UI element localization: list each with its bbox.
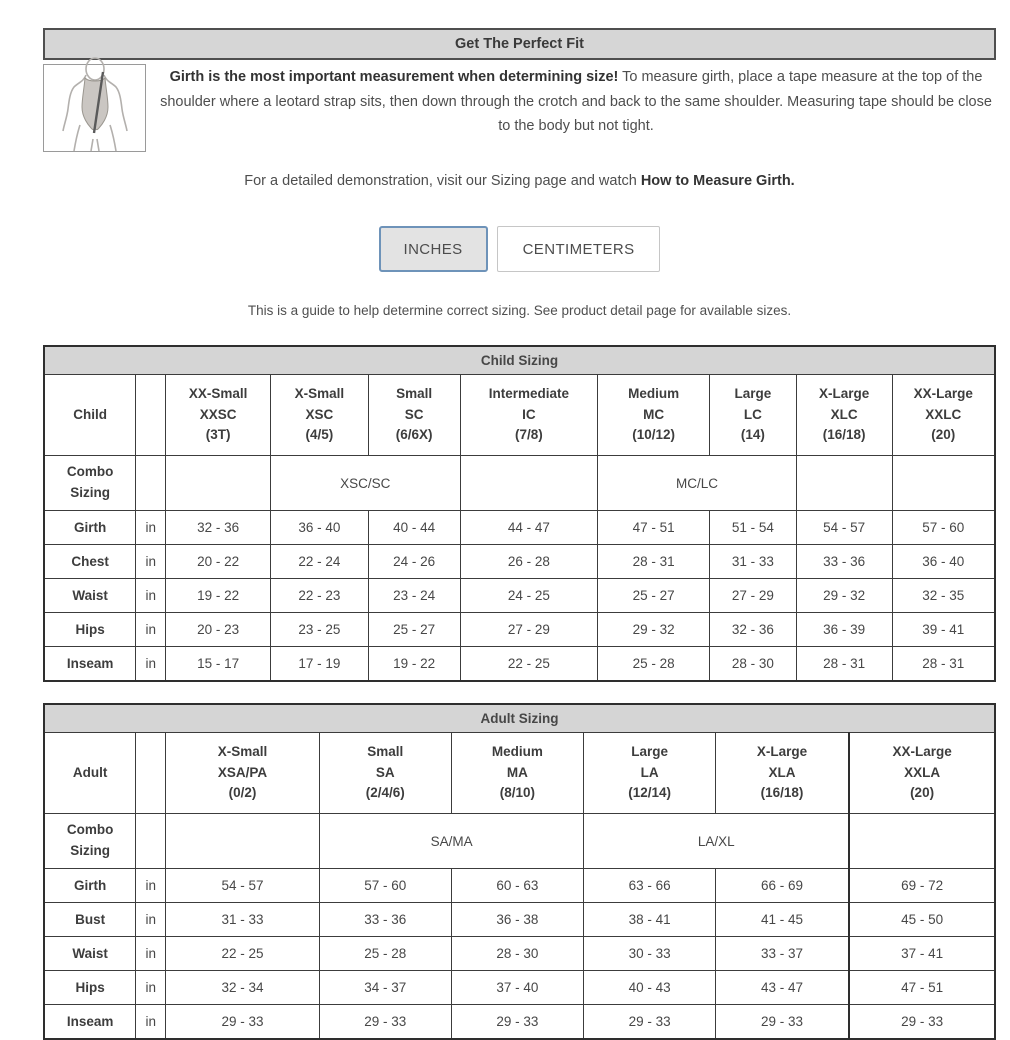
adult-row-label: Waist <box>44 937 136 971</box>
adult-combo-cell <box>166 814 320 869</box>
adult-corner-label: Adult <box>44 733 136 814</box>
adult-value-cell: 57 - 60 <box>319 869 451 903</box>
child-value-cell: 32 - 36 <box>166 511 271 545</box>
child-value-cell: 57 - 60 <box>892 511 995 545</box>
adult-combo-unit-cell <box>136 814 166 869</box>
child-sizing-title: Child Sizing <box>44 346 995 375</box>
demo-line <box>43 173 996 189</box>
child-row-unit: in <box>136 579 166 613</box>
adult-row-label: Bust <box>44 903 136 937</box>
adult-value-cell: 54 - 57 <box>166 869 320 903</box>
child-value-cell: 36 - 39 <box>796 613 892 647</box>
adult-value-cell: 31 - 33 <box>166 903 320 937</box>
child-combo-cell: XSC/SC <box>271 456 461 511</box>
adult-value-cell: 63 - 66 <box>584 869 716 903</box>
child-value-cell: 25 - 28 <box>598 647 710 682</box>
adult-value-cell: 29 - 33 <box>319 1005 451 1040</box>
adult-combo-cell: LA/XL <box>584 814 849 869</box>
adult-size-column-header: X-Large XLA (16/18) <box>715 733 849 814</box>
child-value-cell: 22 - 25 <box>460 647 598 682</box>
child-row-label: Waist <box>44 579 136 613</box>
page-title: Get The Perfect Fit <box>43 28 996 60</box>
child-value-cell: 25 - 27 <box>368 613 460 647</box>
child-value-cell: 23 - 25 <box>271 613 369 647</box>
girth-intro-bold: Girth is the most important measurement when determining size! <box>169 69 619 85</box>
child-size-column-header: Large LC (14) <box>709 375 796 456</box>
child-value-cell: 32 - 36 <box>709 613 796 647</box>
child-row-label: Inseam <box>44 647 136 682</box>
child-value-cell: 22 - 23 <box>271 579 369 613</box>
child-row-unit: in <box>136 647 166 682</box>
centimeters-button[interactable]: CENTIMETERS <box>497 226 661 272</box>
adult-value-cell: 30 - 33 <box>584 937 716 971</box>
child-value-cell: 29 - 32 <box>796 579 892 613</box>
child-value-cell: 51 - 54 <box>709 511 796 545</box>
adult-value-cell: 33 - 36 <box>319 903 451 937</box>
adult-value-cell: 37 - 40 <box>451 971 584 1005</box>
adult-value-cell: 22 - 25 <box>166 937 320 971</box>
adult-value-cell: 37 - 41 <box>849 937 995 971</box>
child-size-column-header: X-Small XSC (4/5) <box>271 375 369 456</box>
girth-intro-rest: To measure girth, place a tape measure at the top of the shoulder where a leotard strap sits, then down through the crotch and back to the same shoulder. Measuring tape should be close to the body but not tight. <box>160 69 992 135</box>
child-value-cell: 23 - 24 <box>368 579 460 613</box>
child-size-column-header: Intermediate IC (7/8) <box>460 375 598 456</box>
adult-value-cell: 40 - 43 <box>584 971 716 1005</box>
child-row-label: Hips <box>44 613 136 647</box>
leotard-figure-icon <box>44 65 145 151</box>
adult-value-cell: 29 - 33 <box>715 1005 849 1040</box>
unit-toggle <box>43 226 996 272</box>
child-combo-unit-cell <box>136 456 166 511</box>
child-size-column-header: XX-Large XXLC (20) <box>892 375 995 456</box>
adult-value-cell: 29 - 33 <box>451 1005 584 1040</box>
adult-sizing-table <box>43 703 996 1040</box>
adult-row-unit: in <box>136 903 166 937</box>
adult-value-cell: 38 - 41 <box>584 903 716 937</box>
adult-row-unit: in <box>136 1005 166 1040</box>
adult-value-cell: 60 - 63 <box>451 869 584 903</box>
adult-size-column-header: Medium MA (8/10) <box>451 733 584 814</box>
adult-value-cell: 66 - 69 <box>715 869 849 903</box>
sizing-guide-note: This is a guide to help determine correct sizing. See product detail page for available sizes. <box>247 303 792 318</box>
adult-combo-cell <box>849 814 995 869</box>
girth-intro-section <box>43 63 996 152</box>
adult-value-cell: 29 - 33 <box>166 1005 320 1040</box>
girth-measurement-illustration <box>43 64 146 152</box>
child-value-cell: 31 - 33 <box>709 545 796 579</box>
adult-size-column-header: Large LA (12/14) <box>584 733 716 814</box>
adult-combo-cell: SA/MA <box>319 814 583 869</box>
child-row-unit: in <box>136 613 166 647</box>
demo-line-bold: How to Measure Girth. <box>640 173 795 189</box>
child-sizing-table <box>43 345 996 682</box>
child-value-cell: 36 - 40 <box>892 545 995 579</box>
adult-unit-header-cell <box>136 733 166 814</box>
adult-value-cell: 41 - 45 <box>715 903 849 937</box>
child-combo-cell: MC/LC <box>598 456 797 511</box>
adult-value-cell: 28 - 30 <box>451 937 584 971</box>
child-value-cell: 33 - 36 <box>796 545 892 579</box>
child-size-column-header: Small SC (6/6X) <box>368 375 460 456</box>
child-value-cell: 20 - 23 <box>166 613 271 647</box>
child-combo-cell <box>166 456 271 511</box>
adult-row-unit: in <box>136 971 166 1005</box>
child-combo-sizing-label: Combo Sizing <box>44 456 136 511</box>
child-value-cell: 26 - 28 <box>460 545 598 579</box>
child-value-cell: 25 - 27 <box>598 579 710 613</box>
adult-value-cell: 34 - 37 <box>319 971 451 1005</box>
child-value-cell: 27 - 29 <box>709 579 796 613</box>
adult-value-cell: 47 - 51 <box>849 971 995 1005</box>
child-corner-label: Child <box>44 375 136 456</box>
child-value-cell: 19 - 22 <box>166 579 271 613</box>
child-value-cell: 28 - 30 <box>709 647 796 682</box>
child-value-cell: 17 - 19 <box>271 647 369 682</box>
adult-size-column-header: X-Small XSA/PA (0/2) <box>166 733 320 814</box>
adult-size-column-header: Small SA (2/4/6) <box>319 733 451 814</box>
child-row-label: Girth <box>44 511 136 545</box>
child-value-cell: 47 - 51 <box>598 511 710 545</box>
child-combo-cell <box>460 456 598 511</box>
girth-intro-text <box>146 63 996 139</box>
adult-row-unit: in <box>136 869 166 903</box>
child-value-cell: 24 - 25 <box>460 579 598 613</box>
adult-value-cell: 29 - 33 <box>584 1005 716 1040</box>
child-value-cell: 32 - 35 <box>892 579 995 613</box>
adult-value-cell: 69 - 72 <box>849 869 995 903</box>
adult-value-cell: 33 - 37 <box>715 937 849 971</box>
child-value-cell: 19 - 22 <box>368 647 460 682</box>
child-value-cell: 39 - 41 <box>892 613 995 647</box>
adult-value-cell: 45 - 50 <box>849 903 995 937</box>
adult-sizing-title: Adult Sizing <box>44 704 995 733</box>
child-value-cell: 27 - 29 <box>460 613 598 647</box>
adult-combo-sizing-label: Combo Sizing <box>44 814 136 869</box>
adult-row-label: Inseam <box>44 1005 136 1040</box>
adult-value-cell: 25 - 28 <box>319 937 451 971</box>
child-value-cell: 22 - 24 <box>271 545 369 579</box>
child-value-cell: 20 - 22 <box>166 545 271 579</box>
child-value-cell: 54 - 57 <box>796 511 892 545</box>
adult-size-column-header: XX-Large XXLA (20) <box>849 733 995 814</box>
child-value-cell: 28 - 31 <box>892 647 995 682</box>
adult-value-cell: 36 - 38 <box>451 903 584 937</box>
child-row-label: Chest <box>44 545 136 579</box>
adult-value-cell: 43 - 47 <box>715 971 849 1005</box>
child-size-column-header: X-Large XLC (16/18) <box>796 375 892 456</box>
child-size-column-header: Medium MC (10/12) <box>598 375 710 456</box>
adult-value-cell: 32 - 34 <box>166 971 320 1005</box>
child-combo-cell <box>892 456 995 511</box>
child-value-cell: 36 - 40 <box>271 511 369 545</box>
adult-row-unit: in <box>136 937 166 971</box>
child-row-unit: in <box>136 545 166 579</box>
child-value-cell: 28 - 31 <box>598 545 710 579</box>
child-value-cell: 15 - 17 <box>166 647 271 682</box>
child-combo-cell <box>796 456 892 511</box>
child-unit-header-cell <box>136 375 166 456</box>
adult-row-label: Girth <box>44 869 136 903</box>
child-value-cell: 28 - 31 <box>796 647 892 682</box>
child-size-column-header: XX-Small XXSC (3T) <box>166 375 271 456</box>
adult-row-label: Hips <box>44 971 136 1005</box>
inches-button[interactable]: INCHES <box>379 226 488 272</box>
child-row-unit: in <box>136 511 166 545</box>
child-value-cell: 40 - 44 <box>368 511 460 545</box>
demo-line-prefix: For a detailed demonstration, visit our Sizing page and watch <box>244 173 641 189</box>
child-value-cell: 24 - 26 <box>368 545 460 579</box>
child-value-cell: 44 - 47 <box>460 511 598 545</box>
adult-value-cell: 29 - 33 <box>849 1005 995 1040</box>
child-value-cell: 29 - 32 <box>598 613 710 647</box>
